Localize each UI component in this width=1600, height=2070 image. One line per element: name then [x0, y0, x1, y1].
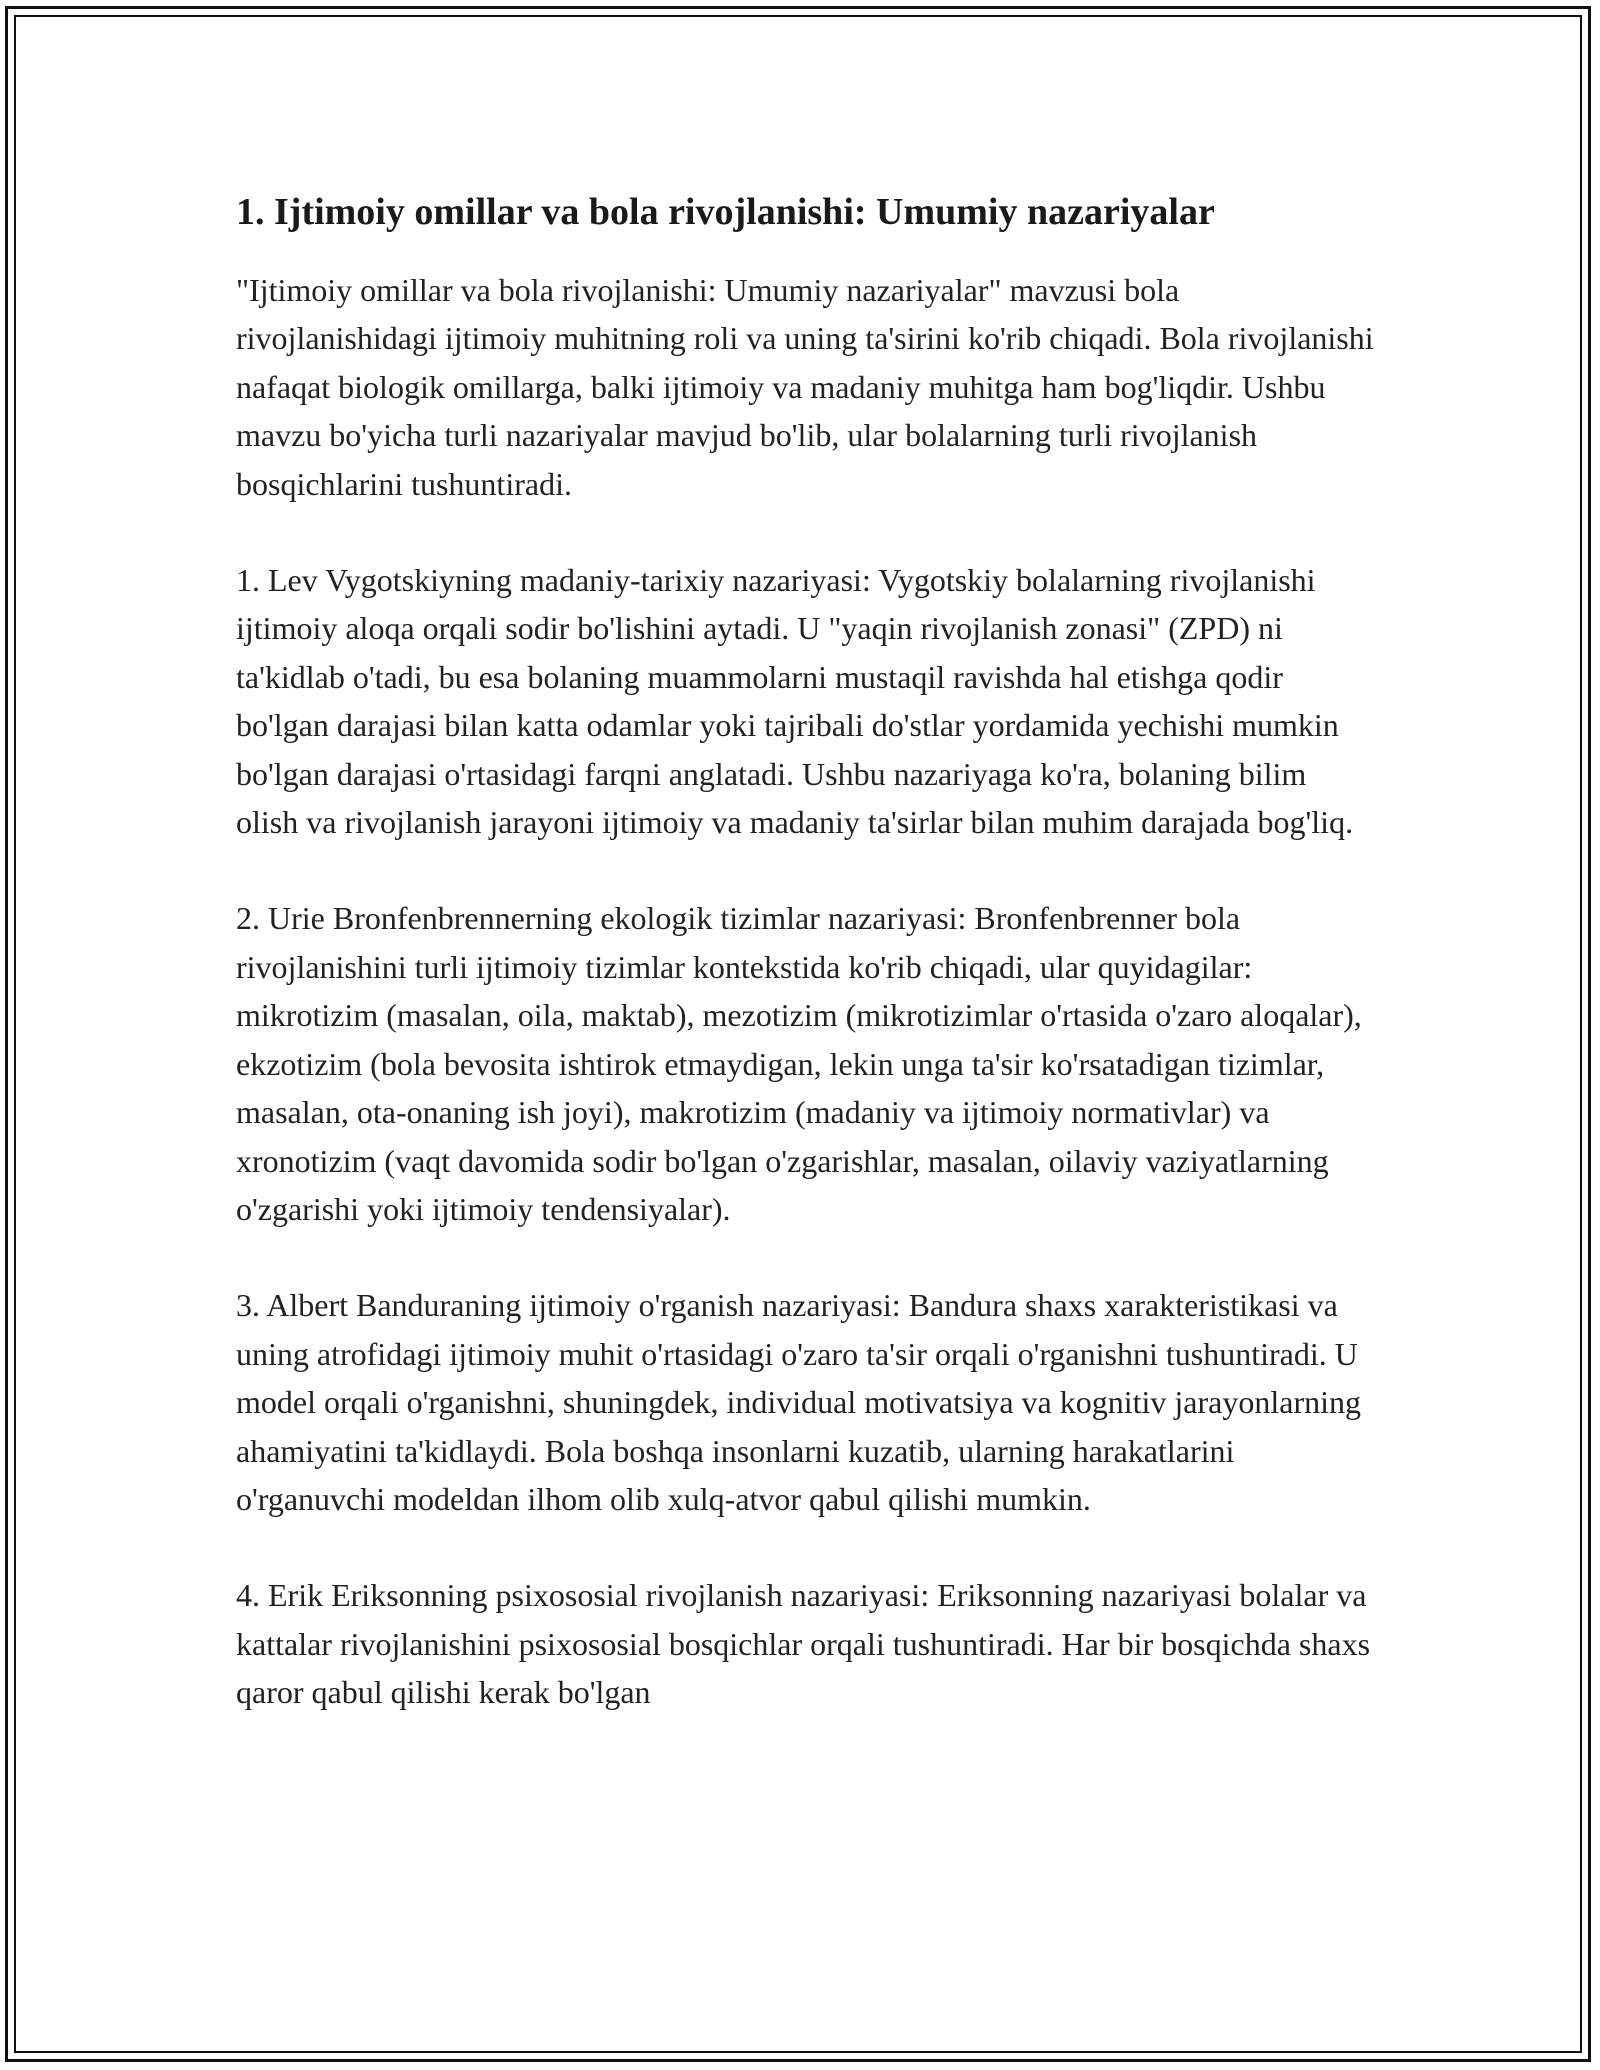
bronfenbrenner-paragraph: 2. Urie Bronfenbrennerning ekologik tizimlar nazariyasi: Bronfenbrenner bola rivojlanishini turli ijtimoiy tizimlar kontekstida ko'rib chiqadi, ular quyidagilar: mikrotizim (masalan, oila, maktab), mezotizim (mikrotizimlar o'rtasida o'zaro aloqalar), ekzotizim (bola bevosita ishtirok etmaydigan, lekin unga ta'sir ko'rsatadigan tizimlar, masalan, ota-onaning ish joyi), makrotizim (madaniy va ijtimoiy normativlar) va xronotizim (vaqt davomida sodir bo'lgan o'zgarishlar, masalan, oilaviy vaziyatlarning o'zgarishi yoki ijtimoiy tendensiyalar).: [236, 900, 1362, 1227]
document-body: [236, 186, 1376, 1765]
document-title: 1. Ijtimoiy omillar va bola rivojlanishi: Umumiy nazariyalar: [236, 191, 1215, 233]
vygotsky-paragraph: 1. Lev Vygotskiyning madaniy-tarixiy nazariyasi: Vygotskiy bolalarning rivojlanishi ijtimoiy aloqa orqali sodir bo'lishini aytadi. U "yaqin rivojlanish zonasi" (ZPD) ni ta'kidlab o'tadi, bu esa bolaning muammolarni mustaqil ravishda hal etishga qodir bo'lgan darajasi bilan katta odamlar yoki tajribali do'stlar yordamida yechishi mumkin bo'lgan darajasi o'rtasidagi farqni anglatadi. Ushbu nazariyaga ko'ra, bolaning bilim olish va rivojlanish jarayoni ijtimoiy va madaniy ta'sirlar bilan muhim darajada bog'liq.: [236, 562, 1354, 841]
intro-paragraph: "Ijtimoiy omillar va bola rivojlanishi: Umumiy nazariyalar" mavzusi bola rivojlanishidagi ijtimoiy muhitning roli va uning ta'sirini ko'rib chiqadi. Bola rivojlanishi nafaqat biologik omillarga, balki ijtimoiy va madaniy muhitga ham bog'liqdir. Ushbu mavzu bo'yicha turli nazariyalar mavjud bo'lib, ular bolalarning turli rivojlanish bosqichlarini tushuntiradi.: [236, 272, 1374, 502]
erikson-paragraph: 4. Erik Eriksonning psixososial rivojlanish nazariyasi: Eriksonning nazariyasi bolalar va kattalar rivojlanishini psixososial bosqichlar orqali tushuntiradi. Har bir bosqichda shaxs qaror qabul qilishi kerak bo'lgan: [236, 1577, 1371, 1711]
bandura-paragraph: 3. Albert Banduraning ijtimoiy o'rganish nazariyasi: Bandura shaxs xarakteristikasi va uning atrofidagi ijtimoiy muhit o'rtasidagi o'zaro ta'sir orqali o'rganishni tushuntiradi. U model orqali o'rganishni, shuningdek, individual motivatsiya va kognitiv jarayonlarning ahamiyatini ta'kidlaydi. Bola boshqa insonlarni kuzatib, ularning harakatlarini o'rganuvchi modeldan ilhom olib xulq-atvor qabul qilishi mumkin.: [236, 1287, 1361, 1517]
